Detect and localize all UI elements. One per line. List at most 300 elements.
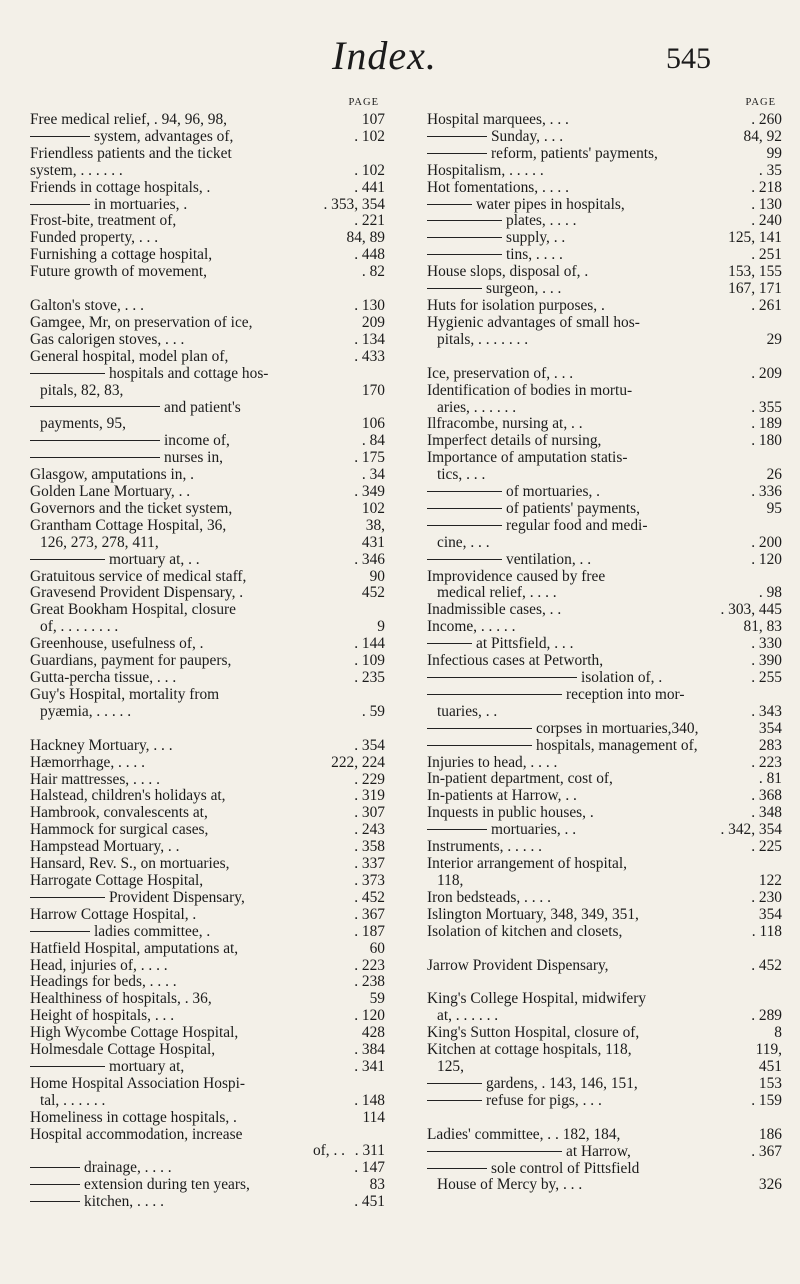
index-entry: [30, 738, 385, 755]
index-entry: [30, 991, 385, 1008]
entry-text: cine, . . .: [437, 533, 490, 551]
entry-text: payments, 95,: [40, 415, 126, 433]
entry-text: Gutta-percha tissue, . . .: [30, 669, 177, 686]
entry-text: of, . . . . . . . .: [40, 618, 119, 636]
index-entry: [427, 1076, 782, 1093]
page-reference: . 358: [354, 838, 385, 856]
ditto-rule: [427, 694, 562, 695]
page-number: 545: [666, 42, 711, 75]
entry-text: King's College Hospital, midwifery: [427, 990, 647, 1008]
index-entry: [427, 501, 782, 518]
entry-text: extension during ten years,: [84, 1176, 250, 1194]
index-entry: [30, 585, 385, 602]
entry-text: Homeliness in cottage hospitals, .: [30, 1108, 237, 1126]
index-entry: [30, 856, 385, 873]
entry-text: Infectious cases at Petworth,: [427, 652, 604, 670]
page-reference: . 384: [354, 1041, 385, 1059]
page-reference: . 433: [354, 347, 385, 365]
index-entry: [30, 924, 385, 941]
entry-text: Future growth of movement,: [30, 263, 207, 281]
index-entry: [427, 890, 782, 907]
entry-text: mortuary at, . .: [109, 550, 200, 568]
ditto-rule: [427, 254, 502, 255]
index-entry: [30, 298, 385, 315]
ditto-rule: [30, 1066, 105, 1067]
page-reference: 170: [361, 381, 385, 399]
entry-text: pitals, 82, 83,: [40, 381, 124, 399]
entry-text: In-patient department, cost of,: [427, 770, 613, 788]
index-entry: [30, 213, 385, 230]
ditto-rule: [427, 1168, 487, 1169]
page-reference: . 223: [751, 753, 782, 771]
entry-text: High Wycombe Cottage Hospital,: [30, 1024, 239, 1042]
page-reference: . 109: [354, 652, 385, 670]
index-entry: [30, 687, 385, 704]
page-reference: . 354: [354, 736, 385, 754]
entry-text: plates, . . . .: [506, 212, 577, 230]
entry-text: Head, injuries of, . . . .: [30, 956, 168, 974]
entry-text: Hospital marquees, . . .: [427, 111, 569, 128]
entry-text: Ilfracombe, nursing at, . .: [427, 415, 583, 433]
index-entry: [30, 1127, 385, 1144]
page-reference: . 200: [751, 533, 782, 551]
index-entry: [427, 197, 782, 214]
entry-text: Sunday, . . .: [491, 127, 564, 145]
entry-text: Inadmissible cases, . .: [427, 601, 562, 619]
index-entry: [30, 873, 385, 890]
index-entry: [427, 991, 782, 1008]
page-reference: . 81: [758, 770, 782, 788]
entry-text: ventilation, . .: [506, 550, 592, 568]
entry-text: at Pittsfield, . . .: [476, 635, 574, 653]
index-entry: [30, 146, 385, 163]
entry-text: House of Mercy by, . . .: [437, 1176, 583, 1194]
entry-text: in mortuaries, .: [94, 195, 188, 213]
index-entry: [427, 822, 782, 839]
page-reference: 102: [361, 499, 385, 517]
page-reference: 26: [766, 466, 782, 484]
page-reference: . 134: [354, 330, 385, 348]
entry-text: General hospital, model plan of,: [30, 347, 229, 365]
entry-text: Funded property, . . .: [30, 229, 159, 247]
index-entry: [427, 213, 782, 230]
index-entry: [30, 788, 385, 805]
index-entry: [30, 1177, 385, 1194]
index-entry: [427, 839, 782, 856]
page-reference: . 319: [354, 787, 385, 805]
page-reference: . 144: [354, 635, 385, 653]
page-column-label: PAGE: [745, 97, 776, 108]
page-reference: . 102: [354, 161, 385, 179]
index-entry: [30, 230, 385, 247]
entry-text: Hair mattresses, . . . .: [30, 770, 160, 788]
index-entry: [30, 839, 385, 856]
entry-text: pitals, . . . . . . .: [437, 330, 529, 348]
page-reference: . 303, 445: [720, 601, 782, 619]
entry-text: Huts for isolation purposes, .: [427, 296, 605, 314]
index-entry: [427, 484, 782, 501]
index-entry: [427, 552, 782, 569]
entry-text: Great Bookham Hospital, closure: [30, 601, 237, 619]
index-entry: [427, 112, 782, 129]
index-entry: [427, 856, 782, 873]
index-entry: [427, 332, 782, 349]
entry-text: Identification of bodies in mortu-: [427, 381, 633, 399]
entry-text: surgeon, . . .: [486, 280, 562, 298]
page-reference: 431: [361, 533, 385, 551]
index-entry: [427, 298, 782, 315]
index-entry: [427, 1059, 782, 1076]
entry-text: tics, . . .: [437, 466, 486, 484]
page-reference: 29: [766, 330, 782, 348]
entry-text: Friendless patients and the ticket: [30, 144, 232, 162]
index-entry: [427, 738, 782, 755]
page-reference: . 159: [751, 1091, 782, 1109]
index-entry: [427, 467, 782, 484]
page-reference: . 180: [751, 432, 782, 450]
index-entry: [30, 974, 385, 991]
entry-text: 125,: [437, 1058, 464, 1076]
page-reference: . 367: [751, 1142, 782, 1160]
entry-text: Gas calorigen stoves, . . .: [30, 330, 185, 348]
index-entry: [30, 569, 385, 586]
page-reference: . 130: [354, 297, 385, 315]
index-entry: [427, 1144, 782, 1161]
index-entry: [30, 1008, 385, 1025]
ditto-rule: [30, 136, 90, 137]
index-entry: [30, 1194, 385, 1211]
entry-text: 126, 273, 278, 411,: [40, 533, 159, 551]
entry-text: Hammock for surgical cases,: [30, 821, 209, 839]
page-reference: . 260: [751, 111, 782, 128]
entry-text: Ice, preservation of, . . .: [427, 364, 574, 382]
index-entry: [30, 1042, 385, 1059]
page-reference: . 98: [758, 584, 782, 602]
index-entry: [30, 1025, 385, 1042]
index-entry: [30, 636, 385, 653]
page-reference: . 390: [751, 652, 782, 670]
index-entry: [30, 484, 385, 501]
page-reference: . 355: [751, 398, 782, 416]
entry-text: Height of hospitals, . . .: [30, 1007, 175, 1025]
page-reference: . 448: [354, 246, 385, 264]
entry-text: Grantham Cottage Hospital, 36,: [30, 516, 227, 534]
entry-text: House slops, disposal of, .: [427, 263, 589, 281]
entry-text: reform, patients' payments,: [491, 144, 658, 162]
index-entry: [427, 670, 782, 687]
page-reference: . 353, 354: [323, 195, 385, 213]
entry-text: Imperfect details of nursing,: [427, 432, 602, 450]
page-reference: 81, 83: [743, 618, 782, 636]
entry-text: Frost-bite, treatment of,: [30, 212, 177, 230]
page-reference: 9: [377, 618, 385, 636]
index-entry: [427, 1042, 782, 1059]
index-entry: [427, 788, 782, 805]
page-reference: . 230: [751, 888, 782, 906]
ditto-rule: [30, 931, 90, 932]
page-column-label: PAGE: [348, 97, 379, 108]
entry-text: Harrow Cottage Hospital, .: [30, 905, 197, 923]
page-reference: . 148: [354, 1091, 385, 1109]
page-reference: . 235: [354, 669, 385, 686]
entry-text: Income, . . . . .: [427, 618, 516, 636]
entry-text: income of,: [164, 432, 230, 450]
entry-text: ladies committee, .: [94, 922, 211, 940]
ditto-rule: [427, 288, 482, 289]
page-reference: . 187: [354, 922, 385, 940]
entry-text: Golden Lane Mortuary, . .: [30, 483, 191, 501]
index-entry: [30, 112, 385, 129]
ditto-rule: [427, 153, 487, 154]
index-entry: [30, 332, 385, 349]
page-reference: . 367: [354, 905, 385, 923]
entry-text: Gravesend Provident Dispensary, .: [30, 584, 244, 602]
entry-text: of mortuaries, .: [506, 483, 601, 501]
page-reference: . 452: [751, 956, 782, 974]
index-entry: [30, 552, 385, 569]
ditto-rule: [427, 525, 502, 526]
ditto-rule: [427, 204, 472, 205]
entry-text: Hampstead Mortuary, . .: [30, 838, 180, 856]
entry-text: tins, . . . .: [506, 246, 563, 264]
page-reference: 186: [758, 1125, 782, 1143]
entry-text: Glasgow, amputations in, .: [30, 466, 195, 484]
index-entry: [427, 1127, 782, 1144]
page-reference: . 218: [751, 178, 782, 196]
index-entry: [427, 400, 782, 417]
entry-text: Furnishing a cottage hospital,: [30, 246, 213, 264]
page-reference: . 130: [751, 195, 782, 213]
index-entry: [427, 163, 782, 180]
index-entry: [427, 450, 782, 467]
entry-text: Kitchen at cottage hospitals, 118,: [427, 1041, 632, 1059]
ditto-rule: [427, 728, 532, 729]
index-entry: [30, 467, 385, 484]
entry-text: Instruments, . . . . .: [427, 838, 542, 856]
page-reference: . 341: [354, 1057, 385, 1075]
entry-text: Halstead, children's holidays at,: [30, 787, 226, 805]
index-entry: [30, 958, 385, 975]
entry-text: Guy's Hospital, mortality from: [30, 685, 220, 703]
entry-text: Hatfield Hospital, amputations at,: [30, 939, 239, 957]
ditto-rule: [427, 559, 502, 560]
page-reference: 354: [758, 905, 782, 923]
ditto-rule: [427, 220, 502, 221]
index-entry: [427, 383, 782, 400]
ditto-rule: [30, 204, 90, 205]
running-title: Index.: [332, 33, 437, 78]
page-reference: 153: [758, 1074, 782, 1092]
ditto-rule: [427, 677, 577, 678]
page-reference: . 373: [354, 871, 385, 889]
index-entry: [30, 197, 385, 214]
page-reference: . 84: [361, 432, 385, 450]
index-entry: [427, 687, 782, 704]
entry-text: reception into mor-: [566, 685, 685, 703]
ditto-rule: [427, 829, 487, 830]
entry-text: hospitals, management of,: [536, 736, 698, 754]
index-entry: [427, 704, 782, 721]
entry-text: Hospital accommodation, increase: [30, 1125, 243, 1143]
page-reference: . 229: [354, 770, 385, 788]
ditto-rule: [427, 745, 532, 746]
page-reference: 106: [361, 415, 385, 433]
index-entry: [30, 653, 385, 670]
page-reference: . 251: [751, 246, 782, 264]
entry-text: Provident Dispensary,: [109, 888, 245, 906]
page-reference: . 346: [354, 550, 385, 568]
index-entry: [427, 535, 782, 552]
entry-text: Governors and the ticket system,: [30, 499, 233, 517]
index-entry: [427, 636, 782, 653]
index-entry: [30, 1160, 385, 1177]
entry-text: kitchen, . . . .: [84, 1193, 164, 1211]
page-reference: 95: [766, 499, 782, 517]
entry-text: Guardians, payment for paupers,: [30, 652, 232, 670]
page-reference: 125, 141: [728, 229, 782, 247]
index-entry: [30, 805, 385, 822]
entry-text: Hospitalism, . . . . .: [427, 161, 544, 179]
index-entry: [427, 873, 782, 890]
page-reference: 209: [361, 313, 385, 331]
index-entry: [427, 602, 782, 619]
entry-text: Greenhouse, usefulness of, .: [30, 635, 204, 653]
entry-text: mortuaries, . .: [491, 821, 577, 839]
index-entry: [427, 366, 782, 383]
page-reference: . 175: [354, 449, 385, 467]
index-entry: [427, 416, 782, 433]
entry-list: [30, 112, 385, 1211]
index-entry: [30, 822, 385, 839]
entry-text: at, . . . . . .: [437, 1007, 499, 1025]
entry-text: Hot fomentations, . . . .: [427, 178, 569, 196]
entry-text: water pipes in hospitals,: [476, 195, 625, 213]
entry-text: Hackney Mortuary, . . .: [30, 736, 173, 754]
index-entry: [427, 1177, 782, 1194]
page-reference: . 348: [751, 804, 782, 822]
page-reference: . 82: [361, 263, 385, 281]
entry-text: Ladies' committee, . . 182, 184,: [427, 1125, 621, 1143]
index-entry: [427, 146, 782, 163]
index-entry: [427, 771, 782, 788]
entry-text: Harrogate Cottage Hospital,: [30, 871, 204, 889]
entry-text: 118,: [437, 871, 464, 889]
entry-text: at Harrow,: [566, 1142, 631, 1160]
index-entry: [427, 180, 782, 197]
page-reference: . 343: [751, 702, 782, 720]
entry-text: pyæmia, . . . . .: [40, 702, 132, 720]
index-entry: [427, 585, 782, 602]
entry-text: King's Sutton Hospital, closure of,: [427, 1024, 640, 1042]
index-entry: [30, 535, 385, 552]
index-entry: [30, 247, 385, 264]
index-entry: [30, 1143, 385, 1160]
page-reference: . 451: [354, 1193, 385, 1211]
entry-text: Hansard, Rev. S., on mortuaries,: [30, 855, 230, 873]
entry-text: Hygienic advantages of small hos-: [427, 313, 640, 331]
entry-text: of, . .: [312, 1142, 345, 1160]
page-reference: 122: [758, 871, 782, 889]
page-reference: . 368: [751, 787, 782, 805]
ditto-rule: [427, 508, 502, 509]
index-entry: [427, 1008, 782, 1025]
page-reference: . 118: [751, 922, 782, 940]
entry-text: refuse for pigs, . . .: [486, 1091, 602, 1109]
page-reference: 167, 171: [728, 280, 782, 298]
ditto-rule: [427, 1100, 482, 1101]
page-reference: . 102: [354, 127, 385, 145]
page-reference: 326: [758, 1176, 782, 1194]
page-reference: . 349: [354, 483, 385, 501]
index-column-right: [427, 96, 782, 1194]
page-reference: . 307: [354, 804, 385, 822]
page-reference: 222, 224: [331, 753, 385, 771]
index-entry: [30, 1110, 385, 1127]
entry-text: In-patients at Harrow, . .: [427, 787, 577, 805]
ditto-rule: [30, 1167, 80, 1168]
page-reference: . 337: [354, 855, 385, 873]
index-entry: [30, 1059, 385, 1076]
entry-text: and patient's: [164, 398, 241, 416]
ditto-rule: [427, 136, 487, 137]
index-column-left: [30, 96, 385, 1211]
index-entry: [30, 619, 385, 636]
ditto-rule: [427, 643, 472, 644]
entry-text: regular food and medi-: [506, 516, 648, 534]
entry-text: drainage, . . . .: [84, 1159, 172, 1177]
entry-text: tal, . . . . . .: [40, 1091, 106, 1109]
index-entry: [427, 721, 782, 738]
entry-text: Improvidence caused by free: [427, 567, 606, 585]
index-entry: [427, 247, 782, 264]
page-reference: . 255: [751, 669, 782, 686]
page-reference: 84, 92: [743, 127, 782, 145]
page-reference: . 330: [751, 635, 782, 653]
entry-text: aries, . . . . . .: [437, 398, 517, 416]
entry-text: Islington Mortuary, 348, 349, 351,: [427, 905, 639, 923]
page-reference: 59: [369, 990, 385, 1008]
entry-text: medical relief, . . . .: [437, 584, 557, 602]
page-reference: . 59: [361, 702, 385, 720]
index-entry: [427, 518, 782, 535]
index-entry: [30, 315, 385, 332]
entry-text: Jarrow Provident Dispensary,: [427, 956, 609, 974]
ditto-rule: [30, 406, 160, 407]
index-entry: [30, 602, 385, 619]
entry-text: hospitals and cottage hos-: [109, 364, 269, 382]
index-entry: [30, 941, 385, 958]
page-reference: . 336: [751, 483, 782, 501]
entry-text: Isolation of kitchen and closets,: [427, 922, 623, 940]
index-entry: [427, 264, 782, 281]
page-reference: . 441: [354, 178, 385, 196]
index-entry: [427, 569, 782, 586]
page-reference: . 342, 354: [720, 821, 782, 839]
index-entry: [30, 1076, 385, 1093]
entry-text: Home Hospital Association Hospi-: [30, 1074, 246, 1092]
ditto-rule: [30, 1184, 80, 1185]
index-entry: [30, 670, 385, 687]
index-entry: [30, 755, 385, 772]
page-reference: . 225: [751, 838, 782, 856]
entry-text: Hambrook, convalescents at,: [30, 804, 208, 822]
page-reference: . 35: [758, 161, 782, 179]
entry-text: Gamgee, Mr, on preservation of ice,: [30, 313, 253, 331]
entry-text: Friends in cottage hospitals, .: [30, 178, 211, 196]
page-reference: . 289: [751, 1007, 782, 1025]
ditto-rule: [30, 559, 105, 560]
entry-text: Inquests in public houses, .: [427, 804, 594, 822]
